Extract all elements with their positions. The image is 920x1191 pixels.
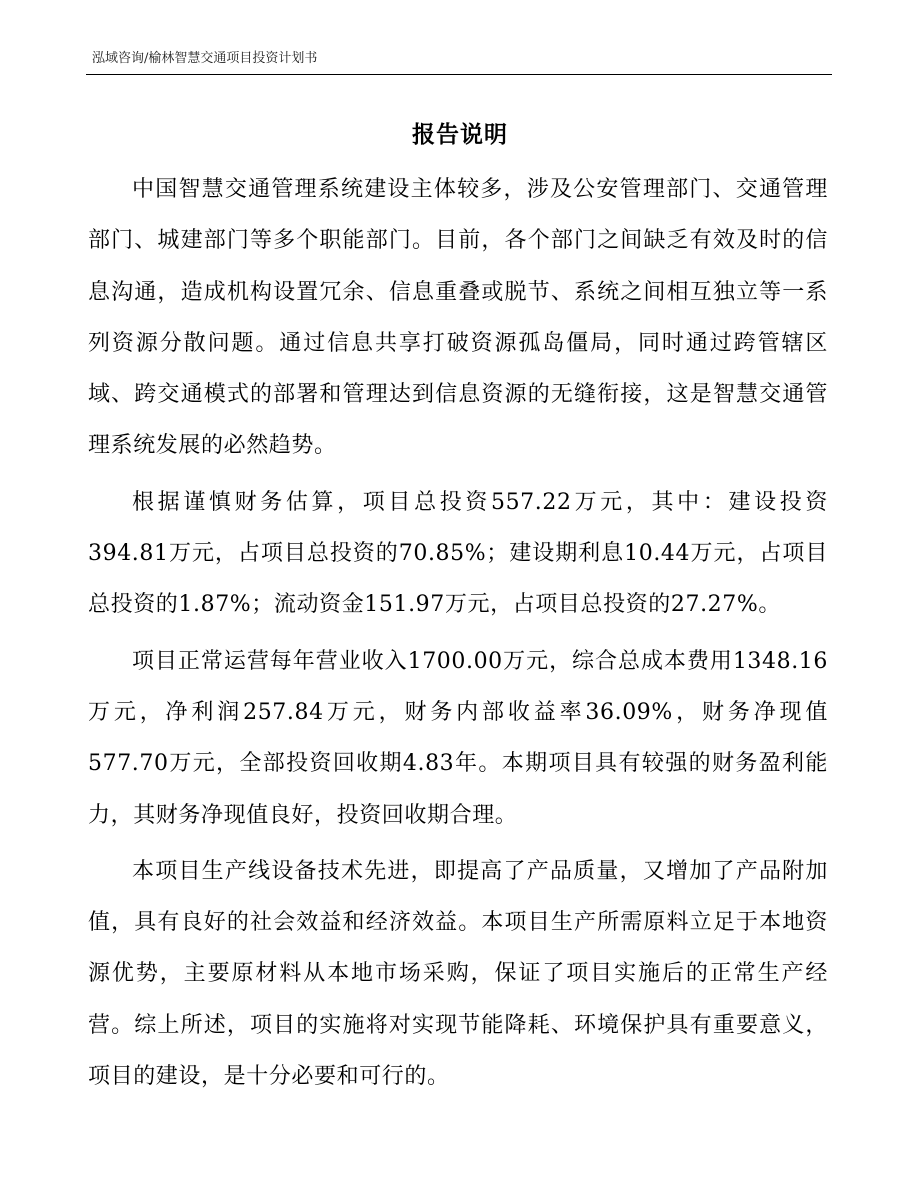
paragraph-conclusion: 本项目生产线设备技术先进，即提高了产品质量，又增加了产品附加值，具有良好的社会效益和经济效益。本项目生产所需原料立足于本地资源优势，主要原材料从本地市场采购，保证了项目实施后的正常生产经营。综上所述，项目的实施将对实现节能降耗、环境保护具有重要意义，项目的建设，是十分必要和可行的。 [88, 858, 828, 1090]
paragraph-investment: 根据谨慎财务估算，项目总投资557.22万元，其中：建设投资394.81万元，占项目总投资的70.85%；建设期利息10.44万元，占项目总投资的1.87%；流动资金151.97万元，占项目总投资的27.27%。 [88, 489, 828, 618]
running-header: 泓域咨询/榆林智慧交通项目投资计划书 [92, 51, 318, 66]
paragraph-financials: 项目正常运营每年营业收入1700.00万元，综合总成本费用1348.16万元，净利润257.84万元，财务内部收益率36.09%，财务净现值577.70万元，全部投资回收期4.83年。本期项目具有较强的财务盈利能力，其财务净现值良好，投资回收期合理。 [88, 648, 828, 828]
header-divider [86, 74, 832, 75]
paragraph-overview: 中国智慧交通管理系统建设主体较多，涉及公安管理部门、交通管理部门、城建部门等多个职能部门。目前，各个部门之间缺乏有效及时的信息沟通，造成机构设置冗余、信息重叠或脱节、系统之间相互独立等一系列资源分散问题。通过信息共享打破资源孤岛僵局，同时通过跨管辖区域、跨交通模式的部署和管理达到信息资源的无缝衔接，这是智慧交通管理系统发展的必然趋势。 [88, 177, 828, 459]
body-text [88, 164, 828, 1107]
page-title: 报告说明 [412, 121, 508, 148]
